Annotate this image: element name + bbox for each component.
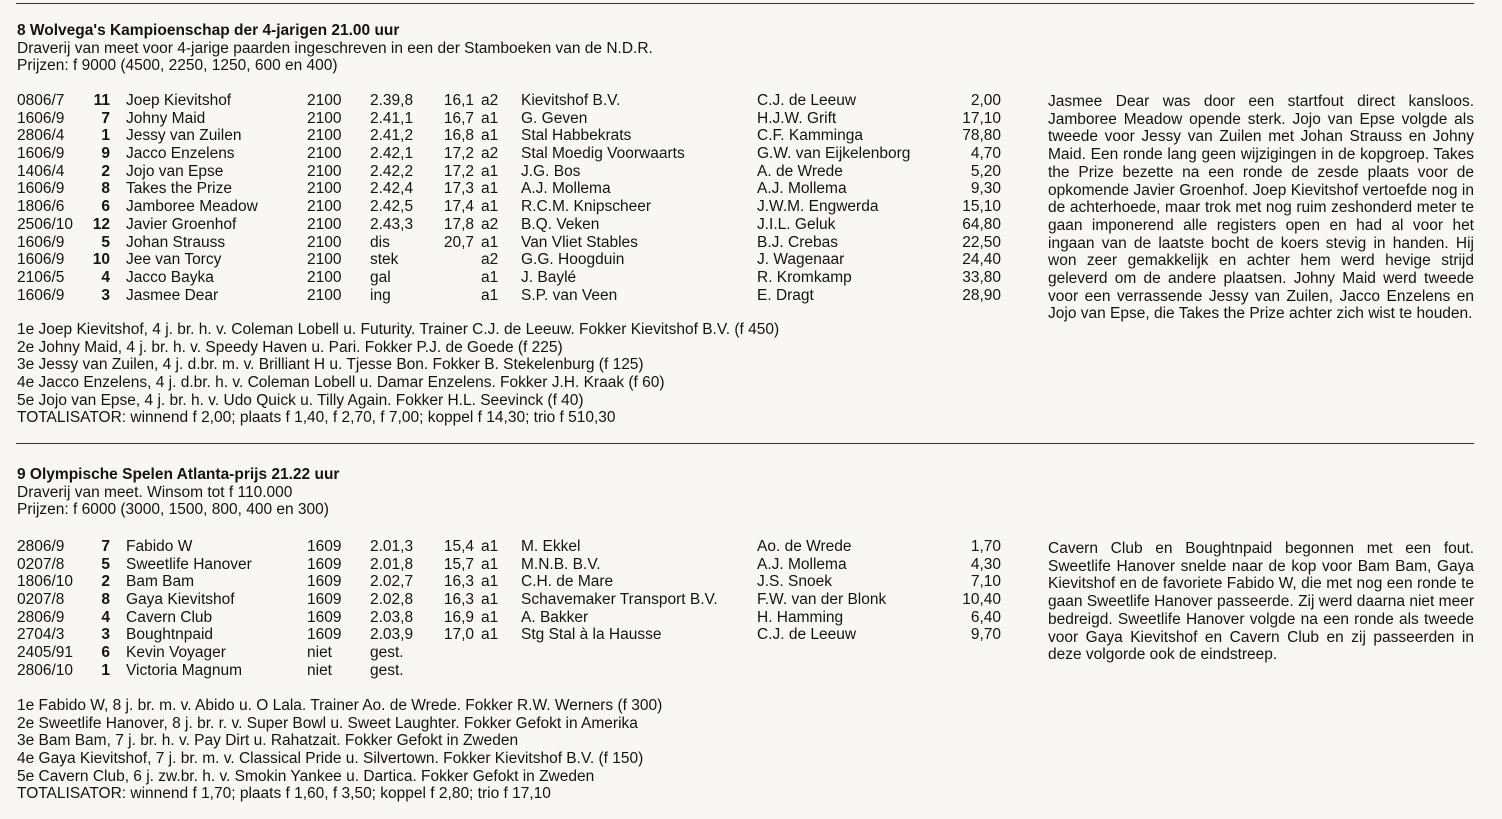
race-prizes: Prijzen: f 9000 (4500, 2250, 1250, 600 en 400) — [17, 57, 338, 75]
entry-odds: 1,70 — [970, 538, 1001, 555]
entry-time: 2.39,8 — [370, 92, 414, 109]
entry-number: 7 — [101, 538, 110, 555]
entry-time: 2.42,1 — [370, 145, 414, 163]
result-line: 2e Johny Maid, 4 j. br. h. v. Speedy Haven u. Pari. Fokker P.J. de Goede (f 225) — [17, 338, 563, 356]
entry-code: a1 — [481, 626, 499, 644]
entry-trainer: B.J. Crebas — [757, 233, 838, 251]
race-summary — [1048, 540, 1474, 664]
entry-odds: 9,30 — [970, 180, 1001, 198]
horse-name: Sweetlife Hanover — [126, 555, 252, 573]
entry-code: a1 — [481, 591, 499, 609]
horse-name: Boughtnpaid — [126, 626, 214, 644]
entry-time: 2.02,8 — [370, 591, 414, 609]
entry-date: 2704/3 — [17, 626, 65, 644]
result-line: TOTALISATOR: winnend f 2,00; plaats f 1,40, f 2,70, f 7,00; koppel f 14,30; trio f 510,30 — [17, 409, 616, 427]
entry-number: 8 — [101, 591, 110, 609]
entry-number: 5 — [101, 233, 110, 251]
entry-odds: 4,70 — [970, 145, 1001, 163]
race-summary-text: Jasmee Dear was door een startfout direct kansloos. Jamboree Meadow opende sterk. Jojo van Epse volgde als tweede voor Jessy van Zuilen met Johan Strauss en Johny Maid. Een ronde lang geen wijzigingen in de kopgroep. Takes the Prize bezette na een ronde de zesde plaats voor de opkomende Javier Groenhof. Joep Kievitshof vertoefde nog in de achterhoede, maar trok met nog ruim zeshonderd meter te gaan imponerend alle registers open en had al voor het ingaan van de laatste bocht de koers stevig in handen. Hij won zeer gemakkelijk en achter hem werd hevige strijd geleverd om de andere plaatsen. Johny Maid werd tweede voor een verrassende Jessy van Zuilen, Jacco Enzelens en Jojo van Epse, die Takes the Prize achter zich wist te houden. — [1048, 93, 1474, 323]
race-header — [17, 22, 653, 75]
entry-number: 2 — [101, 162, 110, 180]
entry-owner: R.C.M. Knipscheer — [521, 198, 652, 216]
horse-name: Joep Kievitshof — [126, 92, 232, 109]
entry-trainer: F.W. van der Blonk — [757, 591, 887, 609]
entry-time: 2.42,4 — [370, 180, 414, 198]
entry-code: a2 — [481, 145, 499, 163]
entry-distance: 2100 — [307, 145, 342, 163]
horse-name: Kevin Voyager — [126, 644, 226, 662]
entry-number: 4 — [101, 608, 110, 626]
race-prizes: Prijzen: f 6000 (3000, 1500, 800, 400 en 300) — [17, 501, 329, 519]
entry-code: a2 — [481, 215, 499, 233]
entry-code: a1 — [481, 162, 499, 180]
entry-odds: 15,10 — [962, 198, 1001, 216]
entry-km-time: 20,7 — [443, 233, 474, 251]
result-line: 1e Fabido W, 8 j. br. m. v. Abido u. O Lala. Trainer Ao. de Wrede. Fokker R.W. Werners (f 300) — [17, 697, 663, 714]
entry-date: 1606/9 — [17, 180, 65, 198]
entry-km-time: 16,1 — [443, 92, 474, 109]
entry-trainer: H.J.W. Grift — [757, 109, 837, 127]
horse-name: Jacco Enzelens — [126, 145, 235, 163]
race-title: 9 Olympische Spelen Atlanta-prijs 21.22 uur — [17, 466, 340, 483]
entry-distance: 1609 — [307, 591, 342, 609]
result-line: 5e Jojo van Epse, 4 j. br. h. v. Udo Quick u. Tilly Again. Fokker H.L. Seevinck (f 40) — [17, 391, 584, 409]
entry-trainer: G.W. van Eijkelenborg — [757, 145, 911, 163]
entry-km-time: 17,3 — [443, 180, 474, 198]
entry-date: 1406/4 — [17, 162, 65, 180]
entry-trainer: H. Hamming — [757, 608, 844, 626]
entry-time: 2.02,7 — [370, 573, 414, 591]
entry-time: 2.41,2 — [370, 127, 414, 145]
entry-owner: Stal Moedig Voorwaarts — [521, 145, 685, 163]
race-results — [17, 321, 779, 427]
entry-date: 1606/9 — [17, 109, 65, 127]
entry-owner: B.Q. Veken — [521, 215, 600, 233]
entry-number: 3 — [101, 626, 110, 644]
entry-time: 2.41,1 — [370, 109, 414, 127]
entry-number: 4 — [101, 268, 110, 286]
entry-code: a2 — [481, 92, 499, 109]
entry-distance: 2100 — [307, 251, 342, 269]
entry-distance: 1609 — [307, 538, 342, 555]
result-line: 3e Bam Bam, 7 j. br. h. v. Pay Dirt u. Rahatzait. Fokker Gefokt in Zweden — [17, 732, 519, 750]
horse-name: Jamboree Meadow — [126, 198, 258, 216]
entry-km-time: 17,2 — [443, 145, 474, 163]
entry-date: 2106/5 — [17, 268, 65, 286]
entry-odds: 9,70 — [970, 626, 1001, 644]
entry-km-time: 17,0 — [443, 626, 474, 644]
entry-distance: 1609 — [307, 555, 342, 573]
horse-name: Johny Maid — [126, 109, 206, 127]
horse-name: Jojo van Epse — [126, 162, 224, 180]
entry-time: 2.01,3 — [370, 538, 414, 555]
entry-code: a1 — [481, 127, 499, 145]
entry-date: 1606/9 — [17, 145, 65, 163]
entry-km-time: 16,7 — [443, 109, 474, 127]
entry-code: a1 — [481, 538, 499, 555]
race-summary — [1048, 93, 1474, 323]
result-line: 4e Gaya Kievitshof, 7 j. br. m. v. Classical Pride u. Silvertown. Fokker Kievitshof B.V. (f 150) — [17, 750, 644, 768]
horse-name: Jasmee Dear — [126, 286, 219, 304]
entry-odds: 28,90 — [962, 286, 1001, 304]
entry-distance: 2100 — [307, 162, 342, 180]
entry-distance: 2100 — [307, 215, 342, 233]
entry-number: 7 — [101, 109, 110, 127]
entry-odds: 17,10 — [962, 109, 1001, 127]
entry-owner: C.H. de Mare — [521, 573, 614, 591]
race-summary-text: Cavern Club en Boughtnpaid begonnen met een fout. Sweetlife Hanover snelde naar de kop voor Bam Bam, Gaya Kievitshof en de favoriete Fabido W, die met nog een ronde te gaan Sweetlife Hanover passeerde. Zij werd daarna niet meer bedreigd. Sweetlife Hanover volgde na een ronde als tweede voor Gaya Kievitshof en Cavern Club en zij passeerden in deze volgorde ook de eindstreep. — [1048, 540, 1474, 664]
entry-owner: Stg Stal à la Hausse — [521, 626, 662, 644]
entry-trainer: E. Dragt — [757, 286, 814, 304]
entry-trainer: A.J. Mollema — [757, 555, 847, 573]
entry-distance: 2100 — [307, 109, 342, 127]
entry-date: 2806/4 — [17, 127, 65, 145]
entry-trainer: J.I.L. Geluk — [757, 215, 836, 233]
race-subtitle: Draverij van meet voor 4-jarige paarden ingeschreven in een der Stamboeken van de N.D.R. — [17, 39, 653, 57]
entry-number: 2 — [101, 573, 110, 591]
entry-code: a1 — [481, 109, 499, 127]
entry-number: 11 — [93, 92, 110, 109]
horse-name: Jessy van Zuilen — [126, 127, 242, 145]
entry-km-time: 15,4 — [443, 538, 474, 555]
entry-distance: 2100 — [307, 198, 342, 216]
entry-trainer: Ao. de Wrede — [757, 538, 852, 555]
horse-name: Fabido W — [126, 538, 193, 555]
race-title: 8 Wolvega's Kampioenschap der 4-jarigen 21.00 uur — [17, 22, 400, 39]
entry-odds: 5,20 — [970, 162, 1001, 180]
horse-name: Victoria Magnum — [126, 661, 243, 679]
entry-km-time: 16,9 — [443, 608, 474, 626]
entry-trainer: C.F. Kamminga — [757, 127, 863, 145]
entry-trainer: J. Wagenaar — [757, 251, 845, 269]
entry-owner: Van Vliet Stables — [521, 233, 638, 251]
entry-date: 2506/10 — [17, 215, 74, 233]
entry-owner: Stal Habbekrats — [521, 127, 632, 145]
entry-odds: 78,80 — [962, 127, 1001, 145]
entry-number: 5 — [101, 555, 110, 573]
entry-time: dis — [370, 233, 390, 251]
entry-trainer: J.S. Snoek — [757, 573, 832, 591]
horse-name: Johan Strauss — [126, 233, 226, 251]
entry-distance: 1609 — [307, 626, 342, 644]
entry-number: 1 — [101, 661, 110, 679]
entry-distance: 2100 — [307, 92, 342, 109]
entry-owner: M.N.B. B.V. — [521, 555, 601, 573]
entry-distance: 2100 — [307, 286, 342, 304]
entry-number: 9 — [101, 145, 110, 163]
entry-odds: 64,80 — [962, 215, 1001, 233]
entry-code: a2 — [481, 251, 499, 269]
entry-distance: 1609 — [307, 608, 342, 626]
entry-time: 2.42,5 — [370, 198, 414, 216]
entry-owner: J.G. Bos — [521, 162, 581, 180]
entry-distance: 2100 — [307, 127, 342, 145]
entry-code: a1 — [481, 180, 499, 198]
entry-distance: 1609 — [307, 573, 342, 591]
entry-odds: 10,40 — [962, 591, 1001, 609]
entry-number: 8 — [101, 180, 110, 198]
entry-code: a1 — [481, 233, 499, 251]
entry-owner: Kievitshof B.V. — [521, 92, 621, 109]
top-divider — [16, 3, 1474, 4]
entry-time: 2.42,2 — [370, 162, 414, 180]
entry-owner: G. Geven — [521, 109, 588, 127]
entry-odds: 24,40 — [962, 251, 1001, 269]
entry-date: 0806/7 — [17, 92, 65, 109]
entry-owner: J. Baylé — [521, 268, 577, 286]
result-line: 4e Jacco Enzelens, 4 j. d.br. h. v. Coleman Lobell u. Damar Enzelens. Fokker J.H. Kraak (f 60) — [17, 374, 665, 392]
entry-time: 2.03,8 — [370, 608, 414, 626]
entry-trainer: A.J. Mollema — [757, 180, 847, 198]
entry-number: 10 — [92, 251, 110, 269]
entry-km-time: 16,3 — [443, 573, 474, 591]
entry-date: 0207/8 — [17, 555, 65, 573]
race-header — [17, 466, 339, 519]
result-line: 1e Joep Kievitshof, 4 j. br. h. v. Coleman Lobell u. Futurity. Trainer C.J. de Leeuw. Fokker Kievitshof B.V. (f 450) — [17, 321, 780, 338]
horse-name: Jee van Torcy — [126, 251, 222, 269]
entry-date: 1606/9 — [17, 251, 65, 269]
entry-odds: 33,80 — [962, 268, 1001, 286]
entry-distance: 2100 — [307, 180, 342, 198]
entry-date: 2806/10 — [17, 661, 74, 679]
entry-time: ing — [370, 286, 391, 304]
entry-time: gest. — [370, 661, 404, 679]
entry-distance: niet — [307, 661, 332, 679]
race-subtitle: Draverij van meet. Winsom tot f 110.000 — [17, 483, 293, 501]
entry-km-time: 15,7 — [443, 555, 474, 573]
entry-date: 2405/91 — [17, 644, 74, 662]
entry-owner: A. Bakker — [521, 608, 589, 626]
entry-date: 0207/8 — [17, 591, 65, 609]
horse-name: Bam Bam — [126, 573, 195, 591]
entry-owner: Schavemaker Transport B.V. — [521, 591, 718, 609]
entry-date: 1606/9 — [17, 286, 65, 304]
entry-code: a1 — [481, 573, 499, 591]
entry-km-time: 16,8 — [443, 127, 474, 145]
entry-time: stek — [370, 251, 399, 269]
result-line: 2e Sweetlife Hanover, 8 j. br. r. v. Super Bowl u. Sweet Laughter. Fokker Gefokt in Amerika — [17, 714, 638, 732]
entry-time: gest. — [370, 644, 404, 662]
entry-date: 2806/9 — [17, 538, 65, 555]
entry-odds: 22,50 — [962, 233, 1001, 251]
horse-name: Cavern Club — [126, 608, 213, 626]
entry-date: 1606/9 — [17, 233, 65, 251]
entry-odds: 6,40 — [970, 608, 1001, 626]
entry-owner: M. Ekkel — [521, 538, 581, 555]
entry-date: 1806/10 — [17, 573, 74, 591]
entry-trainer: R. Kromkamp — [757, 268, 852, 286]
entry-time: 2.01,8 — [370, 555, 414, 573]
entry-km-time: 17,8 — [443, 215, 474, 233]
entry-date: 2806/9 — [17, 608, 65, 626]
entry-number: 3 — [101, 286, 110, 304]
entry-km-time: 17,4 — [443, 198, 474, 216]
entry-code: a1 — [481, 286, 499, 304]
entry-code: a1 — [481, 198, 499, 216]
entry-owner: A.J. Mollema — [521, 180, 611, 198]
entry-time: gal — [370, 268, 391, 286]
entry-code: a1 — [481, 608, 499, 626]
entry-number: 1 — [101, 127, 110, 145]
entry-owner: G.G. Hoogduin — [521, 251, 625, 269]
horse-name: Jacco Bayka — [126, 268, 214, 286]
section-divider — [16, 443, 1474, 444]
race-results — [17, 697, 662, 803]
entry-number: 6 — [101, 198, 110, 216]
entry-number: 6 — [101, 644, 110, 662]
entry-code: a1 — [481, 268, 499, 286]
result-line: 3e Jessy van Zuilen, 4 j. d.br. m. v. Brilliant H u. Tjesse Bon. Fokker B. Stekelenburg (f 125) — [17, 356, 644, 374]
result-line: TOTALISATOR: winnend f 1,70; plaats f 1,60, f 3,50; koppel f 2,80; trio f 17,10 — [17, 785, 551, 803]
entry-km-time: 16,3 — [443, 591, 474, 609]
entry-odds: 4,30 — [970, 555, 1001, 573]
entry-time: 2.43,3 — [370, 215, 414, 233]
entry-distance: 2100 — [307, 233, 342, 251]
entry-code: a1 — [481, 555, 499, 573]
entry-distance: 2100 — [307, 268, 342, 286]
horse-name: Takes the Prize — [126, 180, 232, 198]
entry-owner: S.P. van Veen — [521, 286, 618, 304]
entry-date: 1806/6 — [17, 198, 65, 216]
entry-odds: 7,10 — [970, 573, 1001, 591]
entry-trainer: C.J. de Leeuw — [757, 92, 857, 109]
result-line: 5e Cavern Club, 6 j. zw.br. h. v. Smokin Yankee u. Dartica. Fokker Gefokt in Zweden — [17, 767, 595, 785]
entry-trainer: J.W.M. Engwerda — [757, 198, 879, 216]
entry-time: 2.03,9 — [370, 626, 414, 644]
horse-name: Gaya Kievitshof — [126, 591, 235, 609]
entry-number: 12 — [92, 215, 110, 233]
entry-odds: 2,00 — [970, 92, 1001, 109]
horse-name: Javier Groenhof — [126, 215, 237, 233]
entry-km-time: 17,2 — [443, 162, 474, 180]
entry-distance: niet — [307, 644, 332, 662]
entry-trainer: C.J. de Leeuw — [757, 626, 857, 644]
entry-trainer: A. de Wrede — [757, 162, 843, 180]
